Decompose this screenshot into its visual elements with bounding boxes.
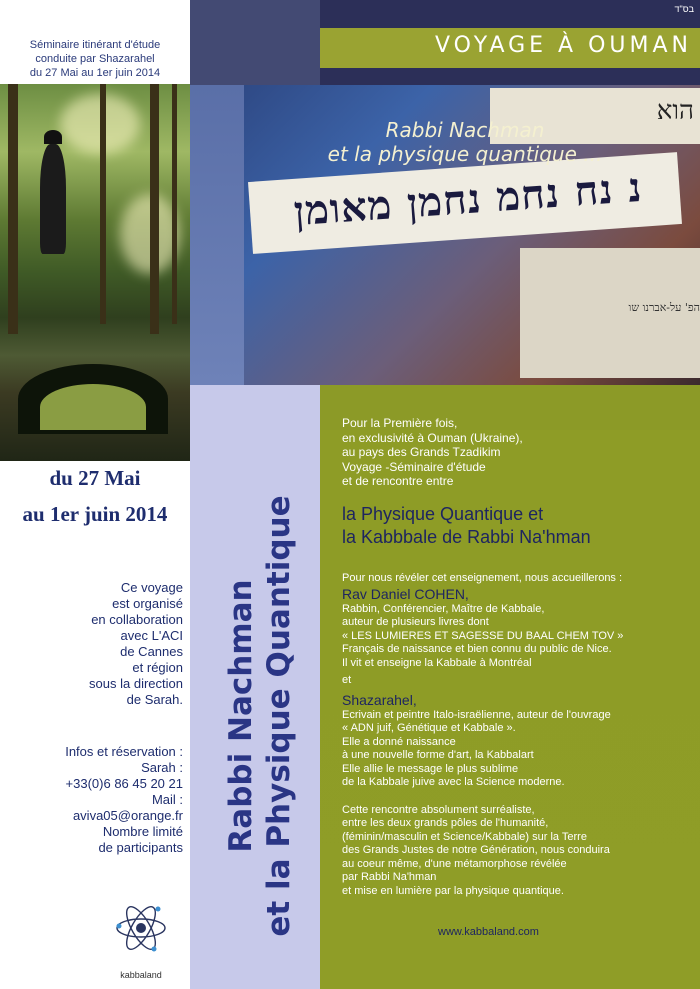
vertical-title-line: et la Physique Quantique xyxy=(261,495,297,937)
speaker2-line: de la Kabbale juive avec la Science moderne. xyxy=(342,776,565,788)
dates-line: du 27 Mai xyxy=(49,466,141,490)
closing-line: Cette rencontre absolument surréaliste, xyxy=(342,803,535,816)
speaker1-line: « LES LUMIERES ET SAGESSE DU BAAL CHEM TOV » xyxy=(342,629,624,642)
speaker2-line: à une nouvelle forme d'art, la Kabbalart xyxy=(342,749,534,761)
speaker2-line: Elle allie le message le plus sublime xyxy=(342,762,519,775)
event-dates xyxy=(0,460,190,532)
speaker2-line: « ADN juif, Génétique et Kabbale ». xyxy=(342,722,516,734)
intro-line: au pays des Grands Tzadikim xyxy=(342,445,501,459)
collab-line: de Cannes xyxy=(120,644,183,659)
speaker2-name: Shazarahel, xyxy=(342,691,417,708)
info-line: de participants xyxy=(98,840,183,855)
intro-line: Voyage -Séminaire d'étude xyxy=(342,459,486,474)
hebrew-main-text: נ נח נחמ נחמן מאומן xyxy=(292,163,644,236)
hebrew-top-text: הוא xyxy=(656,96,694,126)
forest-photo xyxy=(0,84,190,461)
logo-label: kabbaland xyxy=(120,970,162,980)
info-line: Nombre limité xyxy=(102,824,183,839)
email-link[interactable]: aviva05@orange.fr xyxy=(72,808,183,823)
vertical-title xyxy=(200,446,320,986)
closing-line: des Grands Justes de notre Génération, nous conduira xyxy=(342,844,610,856)
vertical-title-line: Rabbi Nachman xyxy=(223,579,259,853)
info-line: Infos et réservation : xyxy=(65,744,183,759)
collab-line: est organisé xyxy=(112,596,183,611)
speaker2-line: Elle a donné naissance xyxy=(342,735,456,748)
voyage-title: VOYAGE À OUMAN xyxy=(434,33,692,58)
closing-line: par Rabbi Na'hman xyxy=(342,871,437,883)
welcome-text: Pour nous révéler cet enseignement, nous accueillerons : xyxy=(342,572,623,584)
bsd-mark: בס"ד xyxy=(674,4,694,14)
seminar-info xyxy=(0,38,190,80)
collab-line: de Sarah. xyxy=(126,692,183,707)
speaker1-name: Rav Daniel COHEN, xyxy=(342,585,469,602)
vertical-title-text xyxy=(222,446,298,986)
phone-number[interactable]: +33(0)6 86 45 20 21 xyxy=(65,776,183,791)
body-text xyxy=(342,572,692,898)
collab-line: Ce voyage xyxy=(120,580,183,595)
speaker1-line: Rabbin, Conférencier, Maître de Kabbale, xyxy=(342,602,545,615)
seminar-line: Séminaire itinérant d'étude xyxy=(29,39,161,51)
hebrew-small-text: הפ' על-אברנו שו xyxy=(628,301,700,314)
speaker1-line: Français de naissance et bien connu du public de Nice. xyxy=(342,643,612,655)
closing-line: (féminin/masculin et Science/Kabbale) sur la Terre xyxy=(342,830,587,843)
headline-line: la Kabbbale de Rabbi Na'hman xyxy=(342,527,591,547)
contact-info xyxy=(0,744,183,856)
seminar-line: conduite par Shazarahel xyxy=(35,53,155,65)
collab-line: sous la direction xyxy=(89,676,183,691)
speaker1-line: auteur de plusieurs livres dont xyxy=(342,616,489,628)
conjunction: et xyxy=(342,674,352,686)
website-link[interactable]: www.kabbaland.com xyxy=(438,926,539,938)
collaboration-text xyxy=(0,580,183,708)
banner-title-line: et la physique quantique ... xyxy=(327,142,603,166)
collab-line: et région xyxy=(132,660,183,675)
banner-title xyxy=(320,118,610,166)
intro-text xyxy=(342,416,692,489)
dark-band xyxy=(190,0,320,85)
closing-line: au coeur même, d'une métamorphose révélée xyxy=(342,857,567,870)
collab-line: en collaboration xyxy=(91,612,183,627)
speaker1-line: Il vit et enseigne la Kabbale à Montréal xyxy=(342,656,532,669)
intro-line: en exclusivité à Ouman (Ukraine), xyxy=(342,430,523,445)
kabbaland-logo-icon xyxy=(114,893,168,963)
headline-line: la Physique Quantique et xyxy=(342,504,544,524)
dates-line: au 1er juin 2014 xyxy=(22,502,168,526)
info-line: Mail : xyxy=(151,792,183,807)
headline xyxy=(342,503,692,549)
closing-line: entre les deux grands pôles de l'humanité, xyxy=(342,817,549,829)
intro-line: Pour la Première fois, xyxy=(342,416,458,430)
closing-line: et mise en lumière par la physique quantique. xyxy=(342,884,564,897)
seminar-line: du 27 Mai au 1er juin 2014 xyxy=(29,67,161,79)
banner-title-line: Rabbi Nachman xyxy=(385,118,545,142)
intro-line: et de rencontre entre xyxy=(342,474,454,488)
speaker2-line: Ecrivain et peintre Italo-israëlienne, auteur de l'ouvrage xyxy=(342,708,611,721)
info-line: Sarah : xyxy=(141,760,183,775)
collab-line: avec L'ACI xyxy=(120,628,183,643)
